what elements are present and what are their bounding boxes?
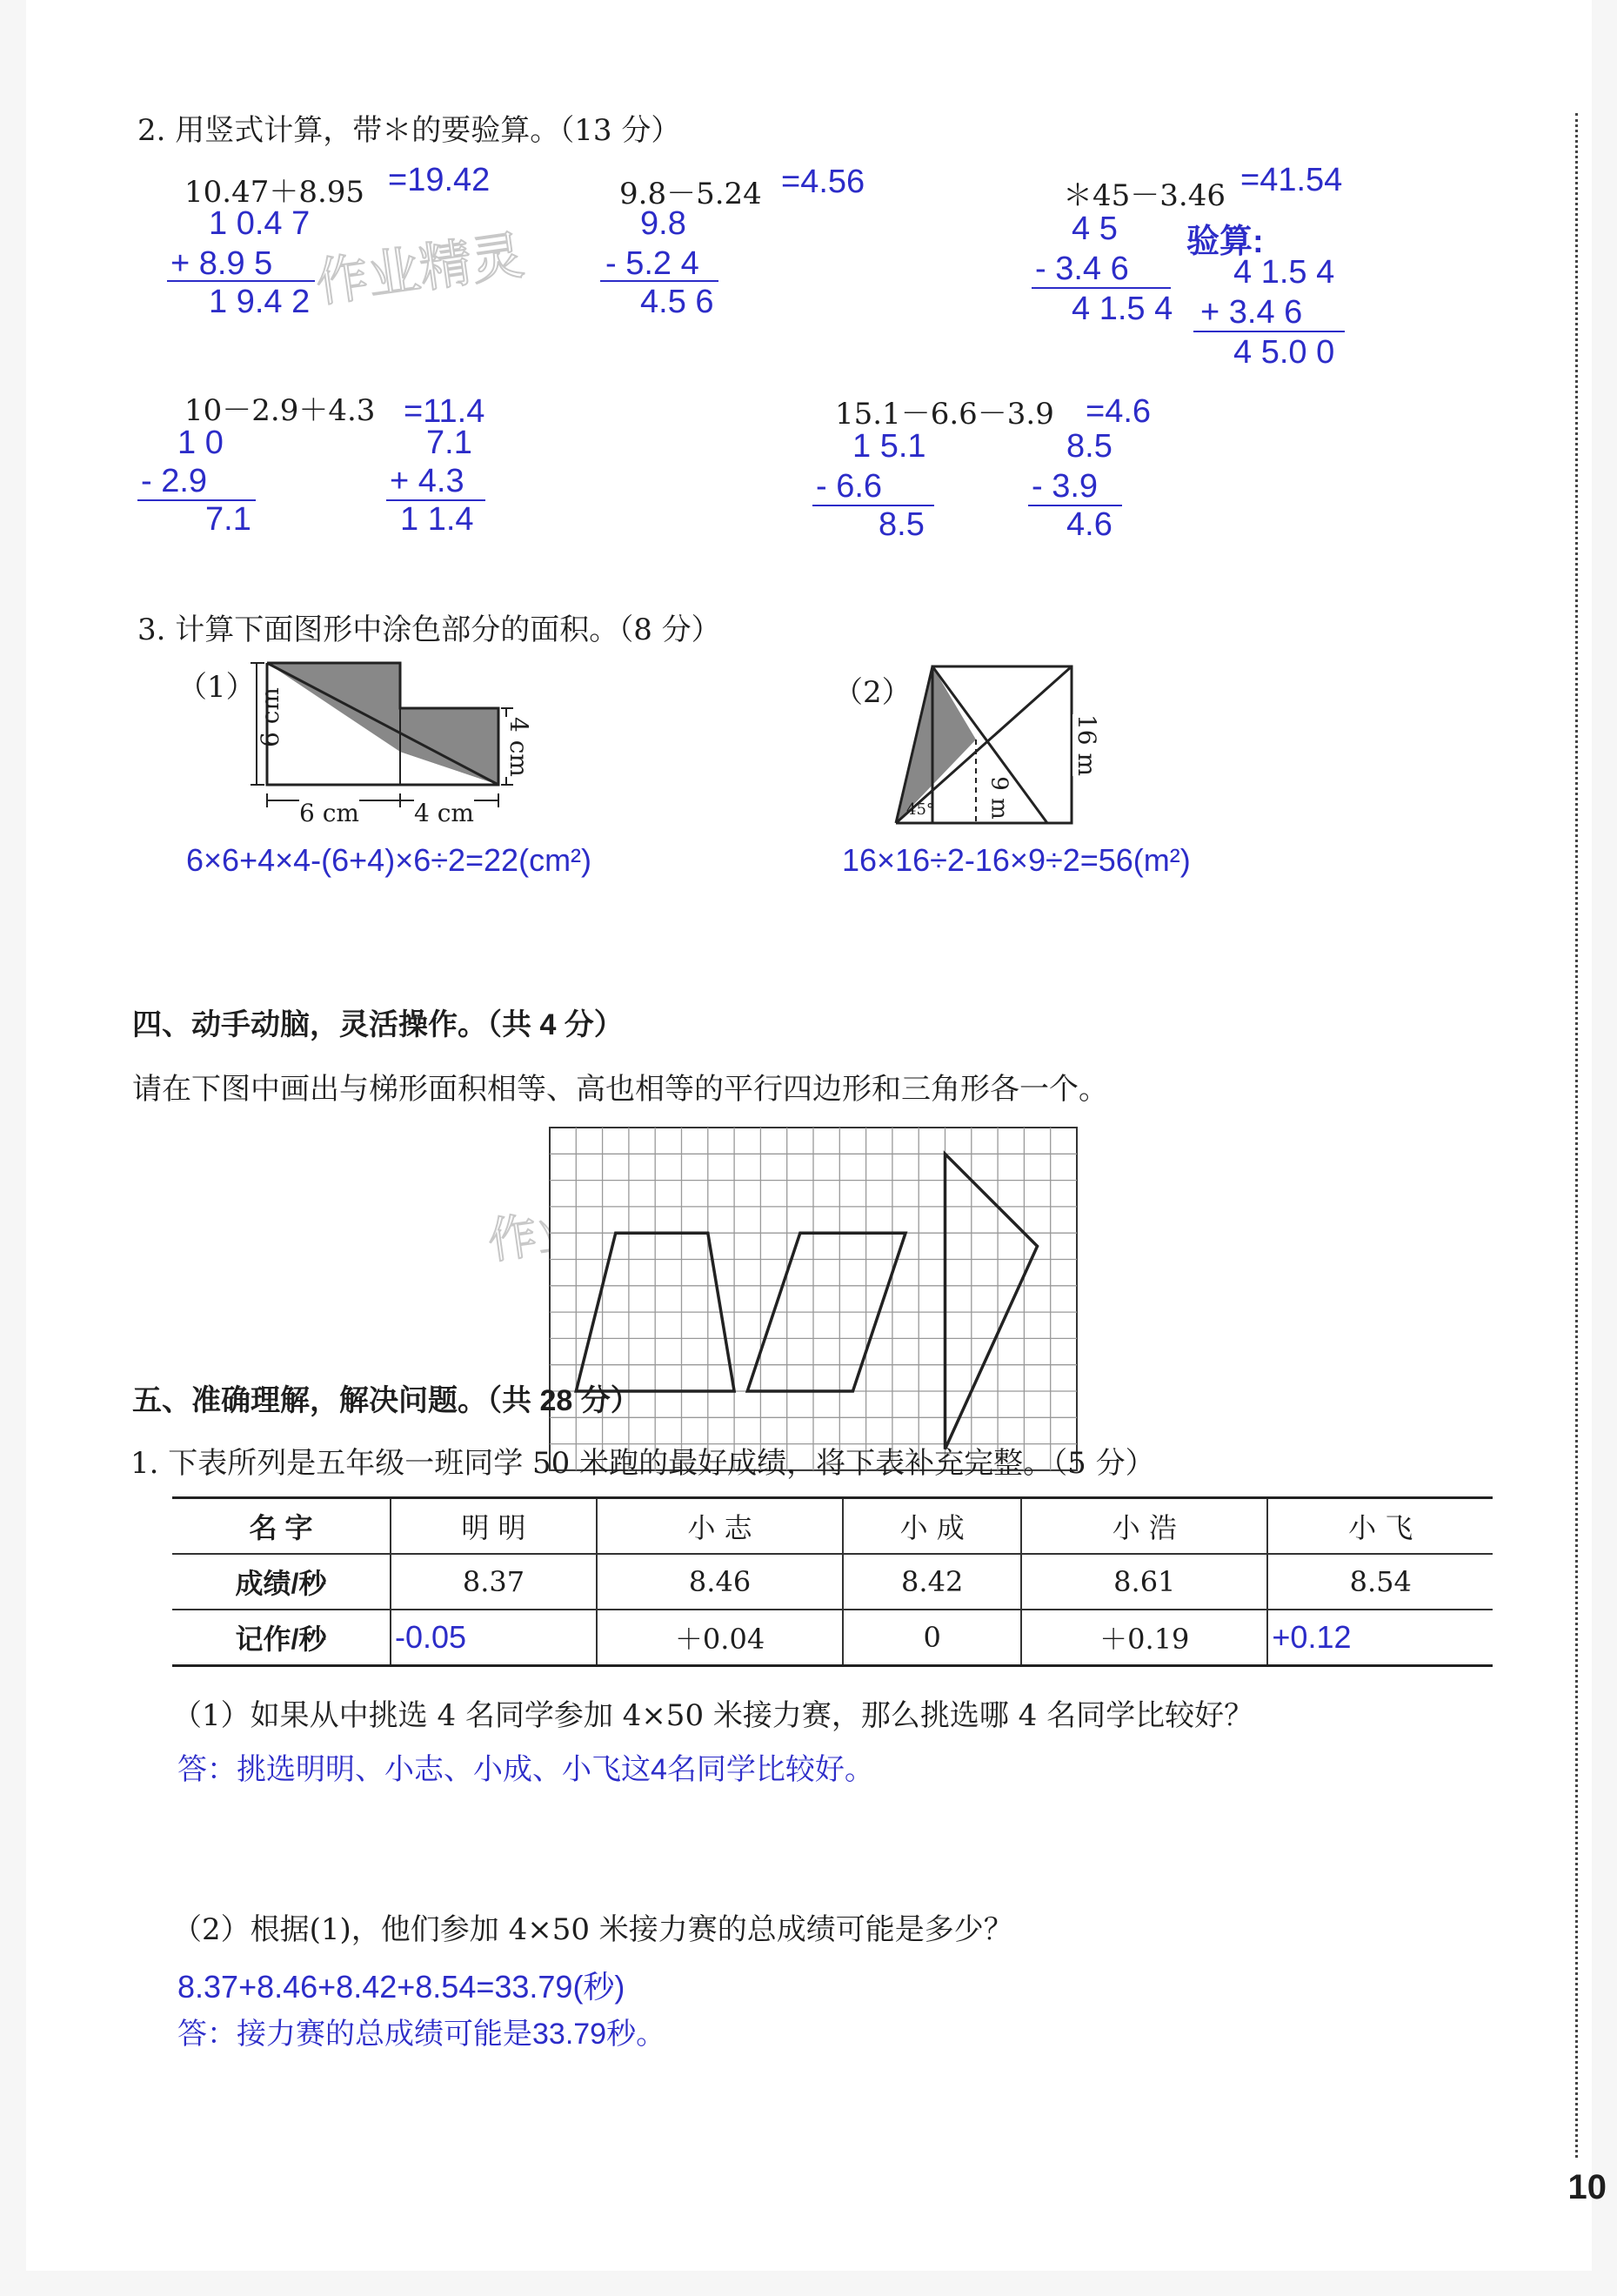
s5-sub2-answer: 答：接力赛的总成绩可能是33.79秒。	[177, 2018, 666, 2051]
fig2-shape	[896, 666, 1072, 823]
table-cell: ＋0.04	[597, 1610, 843, 1666]
results-table	[172, 1496, 1493, 1667]
table-cell: 8.37	[391, 1554, 597, 1610]
table-cell: 小 成	[843, 1498, 1021, 1555]
q2-p2-row3: 4.5 6	[640, 284, 714, 320]
q2-p1-row1: 1 0.4 7	[209, 205, 311, 242]
q2-p4-b-row2: + 4.3	[390, 463, 464, 499]
fig1-dim-right: 4 cm	[504, 717, 533, 777]
table-cell-answer: -0.05	[391, 1610, 597, 1666]
table-row	[172, 1610, 1493, 1666]
q2-p3-check-row1: 4 1.5 4	[1233, 254, 1335, 291]
table-cell: 小 飞	[1267, 1498, 1493, 1555]
table-cell: 8.46	[597, 1554, 843, 1610]
fig1-dim-bottom-b: 4 cm	[414, 799, 474, 827]
fig2-answer: 16×16÷2-16×9÷2=56(m²)	[842, 842, 1191, 878]
q2-p5-b-row2: - 3.9	[1032, 468, 1099, 505]
section5-title: 五、准确理解，解决问题。（共 28 分）	[132, 1384, 640, 1417]
q2-p5-b-row1: 8.5	[1066, 428, 1113, 465]
table-cell: ＋0.19	[1021, 1610, 1267, 1666]
q2-p5-a-row2: - 6.6	[816, 468, 883, 505]
table-cell: 8.54	[1267, 1554, 1493, 1610]
table-cell: 成绩/秒	[172, 1554, 391, 1610]
fig2-dim-right: 16 m	[1072, 713, 1102, 777]
q2-p5-a-row1: 1 5.1	[852, 428, 926, 465]
fig1-label: （1）	[177, 670, 256, 705]
watermark: 作业精灵	[312, 225, 528, 313]
table-cell: 明 明	[391, 1498, 597, 1555]
fig1-shape	[251, 663, 513, 807]
q2-p3-check-row3: 4 5.0 0	[1233, 334, 1335, 371]
q2-title: 2. 用竖式计算，带＊的要验算。（13 分）	[137, 113, 681, 148]
fig2-dim-mid: 9 m	[986, 776, 1012, 820]
q2-p3-expr: ＊45－3.46	[1063, 178, 1226, 213]
q2-p5-a-row3: 8.5	[879, 506, 925, 543]
table-cell: 小 志	[597, 1498, 843, 1555]
table-cell: 小 浩	[1021, 1498, 1267, 1555]
q2-p4-a-row2: - 2.9	[141, 463, 208, 499]
table-row	[172, 1554, 1493, 1610]
q2-p2-answer: =4.56	[781, 164, 865, 200]
s5-sub1-question: （1）如果从中挑选 4 名同学参加 4×50 米接力赛，那么挑选哪 4 名同学比较好？	[172, 1698, 1254, 1733]
table-cell: 记作/秒	[172, 1610, 391, 1666]
table-cell: 名 字	[172, 1498, 391, 1555]
q2-p4-a-row1: 1 0	[177, 425, 224, 461]
q2-p3-row1: 4 5	[1072, 211, 1118, 247]
q2-p4-b-row3: 1 1.4	[400, 501, 474, 538]
q2-p3-answer: =41.54	[1240, 162, 1343, 198]
q2-p3-check-row2: + 3.4 6	[1200, 294, 1303, 331]
section4-instruction: 请在下图中画出与梯形面积相等、高也相等的平行四边形和三角形各一个。	[132, 1072, 1108, 1107]
q2-p3-check-label: 验算:	[1186, 224, 1264, 260]
q2-p1-expr: 10.47＋8.95	[184, 175, 365, 210]
q2-p1-answer: =19.42	[388, 162, 491, 198]
fig1-dim-bottom-a: 6 cm	[299, 799, 359, 827]
table-cell: 8.61	[1021, 1554, 1267, 1610]
q3-title: 3. 计算下面图形中涂色部分的面积。（8 分）	[137, 612, 721, 647]
q2-p4-b-row1: 7.1	[426, 425, 472, 461]
fig1-answer: 6×6+4×4-(6+4)×6÷2=22(cm²)	[186, 842, 592, 878]
q2-p5-b-row3: 4.6	[1066, 506, 1113, 543]
q2-p3-row2: - 3.4 6	[1035, 251, 1129, 287]
s5-sub1-answer: 答：挑选明明、小志、小成、小飞这4名同学比较好。	[177, 1753, 874, 1786]
fig2-angle: 45°	[906, 800, 934, 819]
q2-p4-a-row3: 7.1	[205, 501, 251, 538]
fig1-dim-left: 6 cm	[255, 687, 284, 747]
q2-p1-row2: + 8.9 5	[170, 245, 273, 282]
s5-sub2-calc: 8.37+8.46+8.42+8.54=33.79(秒)	[177, 1969, 625, 2005]
q2-p2-row1: 9.8	[640, 205, 686, 242]
table-cell-answer: +0.12	[1267, 1610, 1493, 1666]
q2-p3-row3: 4 1.5 4	[1072, 291, 1173, 327]
table-cell: 0	[843, 1610, 1021, 1666]
q2-p2-expr: 9.8－5.24	[619, 177, 762, 211]
table-row	[172, 1498, 1493, 1555]
q2-p1-row3: 1 9.4 2	[209, 284, 311, 320]
q2-p5-answer: =4.6	[1086, 393, 1152, 430]
table-cell: 8.42	[843, 1554, 1021, 1610]
fig2-label: （2）	[833, 675, 912, 710]
q2-p5-expr: 15.1－6.6－3.9	[835, 397, 1054, 432]
q2-p4-expr: 10－2.9＋4.3	[184, 393, 376, 428]
s5-sub2-question: （2）根据(1)，他们参加 4×50 米接力赛的总成绩可能是多少？	[172, 1912, 1013, 1947]
q2-p2-row2: - 5.2 4	[605, 245, 699, 282]
page-number: 10	[1567, 2168, 1607, 2206]
section4-title: 四、动手动脑，灵活操作。（共 4 分）	[132, 1008, 624, 1041]
q2-p4-answer: =11.4	[404, 393, 485, 430]
s5-q1-title: 1. 下表所列是五年级一班同学 50 米跑的最好成绩，将下表补充完整。（5 分）	[130, 1446, 1155, 1481]
